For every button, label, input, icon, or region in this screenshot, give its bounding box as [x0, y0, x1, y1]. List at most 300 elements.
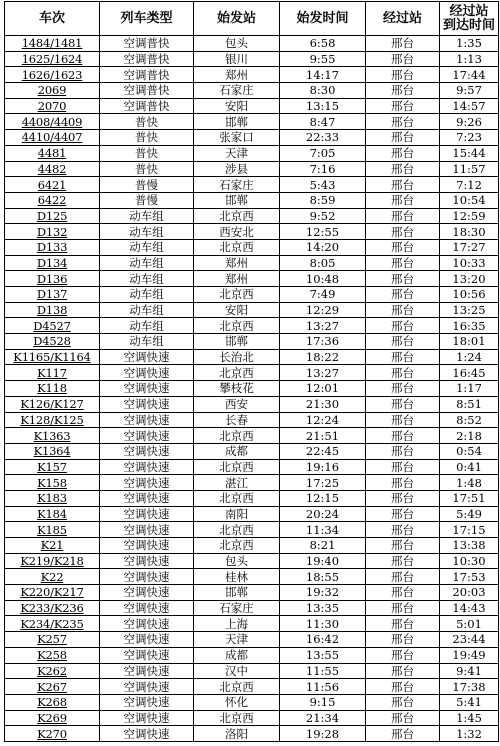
- table-header: [5, 2, 499, 36]
- arrive-time-cell: 5:41: [440, 694, 499, 710]
- table-row: [5, 506, 499, 522]
- table-row: [5, 224, 499, 240]
- origin-cell: 石家庄: [194, 83, 280, 99]
- train-no-cell: K184: [5, 506, 100, 522]
- via-cell: 邢台: [366, 694, 440, 710]
- via-cell: 邢台: [366, 506, 440, 522]
- train-no-cell: K118: [5, 381, 100, 397]
- table-row: [5, 208, 499, 224]
- via-cell: 邢台: [366, 271, 440, 287]
- arrive-time-cell: 5:49: [440, 506, 499, 522]
- train-type-cell: 动车组: [100, 239, 194, 255]
- train-no-cell: K22: [5, 569, 100, 585]
- train-no-cell: K234/K235: [5, 616, 100, 632]
- via-cell: 邢台: [366, 443, 440, 459]
- train-no-cell: 2069: [5, 83, 100, 99]
- origin-cell: 北京西: [194, 239, 280, 255]
- origin-cell: 张家口: [194, 130, 280, 146]
- table-row: [5, 130, 499, 146]
- train-no-cell: K269: [5, 710, 100, 726]
- table-row: [5, 710, 499, 726]
- header-arrive-time: [440, 2, 499, 36]
- depart-time-cell: 8:59: [280, 192, 366, 208]
- via-cell: 邢台: [366, 255, 440, 271]
- header-depart-time: 始发时间: [280, 2, 366, 36]
- depart-time-cell: 22:33: [280, 130, 366, 146]
- via-cell: 邢台: [366, 475, 440, 491]
- arrive-time-cell: 1:48: [440, 475, 499, 491]
- header-train-no: 车次: [5, 2, 100, 36]
- train-type-cell: 空调快速: [100, 381, 194, 397]
- depart-time-cell: 18:22: [280, 349, 366, 365]
- table-row: [5, 459, 499, 475]
- origin-cell: 北京西: [194, 710, 280, 726]
- table-row: [5, 67, 499, 83]
- origin-cell: 安阳: [194, 302, 280, 318]
- depart-time-cell: 20:24: [280, 506, 366, 522]
- train-type-cell: 空调普快: [100, 98, 194, 114]
- arrive-time-cell: 1:35: [440, 36, 499, 52]
- header-arrive-line1: 经过站: [449, 3, 489, 19]
- arrive-time-cell: 17:44: [440, 67, 499, 83]
- depart-time-cell: 11:34: [280, 522, 366, 538]
- train-type-cell: 动车组: [100, 271, 194, 287]
- origin-cell: 西安: [194, 396, 280, 412]
- train-no-cell: D137: [5, 287, 100, 303]
- depart-time-cell: 11:55: [280, 663, 366, 679]
- table-row: [5, 114, 499, 130]
- origin-cell: 北京西: [194, 459, 280, 475]
- depart-time-cell: 13:35: [280, 600, 366, 616]
- depart-time-cell: 13:15: [280, 98, 366, 114]
- via-cell: 邢台: [366, 538, 440, 554]
- depart-time-cell: 21:30: [280, 396, 366, 412]
- train-type-cell: 动车组: [100, 318, 194, 334]
- train-type-cell: 空调快速: [100, 428, 194, 444]
- arrive-time-cell: 20:03: [440, 585, 499, 601]
- via-cell: 邢台: [366, 36, 440, 52]
- train-type-cell: 空调快速: [100, 475, 194, 491]
- depart-time-cell: 21:51: [280, 428, 366, 444]
- train-type-cell: 空调快速: [100, 679, 194, 695]
- table-body: [5, 36, 499, 742]
- train-no-cell: D132: [5, 224, 100, 240]
- train-no-cell: 1625/1624: [5, 51, 100, 67]
- arrive-time-cell: 18:30: [440, 224, 499, 240]
- arrive-time-cell: 5:01: [440, 616, 499, 632]
- arrive-time-cell: 10:33: [440, 255, 499, 271]
- depart-time-cell: 19:40: [280, 553, 366, 569]
- table-row: [5, 83, 499, 99]
- train-no-cell: K1363: [5, 428, 100, 444]
- train-type-cell: 动车组: [100, 224, 194, 240]
- table-row: [5, 98, 499, 114]
- train-no-cell: D133: [5, 239, 100, 255]
- header-row: [5, 2, 499, 36]
- depart-time-cell: 8:21: [280, 538, 366, 554]
- header-origin-station: 始发站: [194, 2, 280, 36]
- origin-cell: 北京西: [194, 522, 280, 538]
- origin-cell: 涉县: [194, 161, 280, 177]
- table-row: [5, 177, 499, 193]
- depart-time-cell: 21:34: [280, 710, 366, 726]
- train-no-cell: 6421: [5, 177, 100, 193]
- table-row: [5, 553, 499, 569]
- origin-cell: 邯郸: [194, 585, 280, 601]
- arrive-time-cell: 16:45: [440, 365, 499, 381]
- train-type-cell: 普慢: [100, 177, 194, 193]
- train-type-cell: 普快: [100, 114, 194, 130]
- arrive-time-cell: 19:49: [440, 647, 499, 663]
- via-cell: 邢台: [366, 67, 440, 83]
- via-cell: 邢台: [366, 365, 440, 381]
- origin-cell: 上海: [194, 616, 280, 632]
- train-type-cell: 空调普快: [100, 67, 194, 83]
- arrive-time-cell: 1:17: [440, 381, 499, 397]
- train-no-cell: 6422: [5, 192, 100, 208]
- table-row: [5, 475, 499, 491]
- table-row: [5, 302, 499, 318]
- arrive-time-cell: 10:56: [440, 287, 499, 303]
- train-no-cell: K258: [5, 647, 100, 663]
- origin-cell: 邯郸: [194, 192, 280, 208]
- train-type-cell: 普快: [100, 130, 194, 146]
- arrive-time-cell: 23:44: [440, 632, 499, 648]
- origin-cell: 湛江: [194, 475, 280, 491]
- train-type-cell: 空调普快: [100, 51, 194, 67]
- depart-time-cell: 9:15: [280, 694, 366, 710]
- table-row: [5, 334, 499, 350]
- origin-cell: 郑州: [194, 271, 280, 287]
- arrive-time-cell: 1:24: [440, 349, 499, 365]
- train-type-cell: 普慢: [100, 192, 194, 208]
- arrive-time-cell: 1:32: [440, 726, 499, 742]
- train-type-cell: 空调快速: [100, 585, 194, 601]
- table-row: [5, 679, 499, 695]
- arrive-time-cell: 8:51: [440, 396, 499, 412]
- train-type-cell: 空调普快: [100, 83, 194, 99]
- train-type-cell: 空调快速: [100, 490, 194, 506]
- train-no-cell: K183: [5, 490, 100, 506]
- arrive-time-cell: 13:38: [440, 538, 499, 554]
- origin-cell: 北京西: [194, 428, 280, 444]
- train-type-cell: 动车组: [100, 208, 194, 224]
- depart-time-cell: 7:49: [280, 287, 366, 303]
- train-no-cell: K158: [5, 475, 100, 491]
- depart-time-cell: 16:42: [280, 632, 366, 648]
- arrive-time-cell: 14:57: [440, 98, 499, 114]
- table-row: [5, 694, 499, 710]
- via-cell: 邢台: [366, 239, 440, 255]
- origin-cell: 成都: [194, 443, 280, 459]
- train-type-cell: 空调快速: [100, 443, 194, 459]
- train-no-cell: K220/K217: [5, 585, 100, 601]
- train-no-cell: 1626/1623: [5, 67, 100, 83]
- arrive-time-cell: 18:01: [440, 334, 499, 350]
- table-row: [5, 616, 499, 632]
- depart-time-cell: 8:05: [280, 255, 366, 271]
- train-type-cell: 空调快速: [100, 365, 194, 381]
- depart-time-cell: 18:55: [280, 569, 366, 585]
- train-no-cell: K157: [5, 459, 100, 475]
- train-type-cell: 空调快速: [100, 647, 194, 663]
- train-no-cell: K262: [5, 663, 100, 679]
- origin-cell: 石家庄: [194, 177, 280, 193]
- table-row: [5, 585, 499, 601]
- origin-cell: 长治北: [194, 349, 280, 365]
- table-row: [5, 490, 499, 506]
- origin-cell: 银川: [194, 51, 280, 67]
- table-row: [5, 412, 499, 428]
- table-row: [5, 381, 499, 397]
- table-row: [5, 538, 499, 554]
- via-cell: 邢台: [366, 522, 440, 538]
- origin-cell: 南阳: [194, 506, 280, 522]
- train-schedule-sheet: [4, 1, 498, 742]
- origin-cell: 洛阳: [194, 726, 280, 742]
- train-no-cell: K126/K127: [5, 396, 100, 412]
- train-no-cell: K1165/K1164: [5, 349, 100, 365]
- arrive-time-cell: 0:54: [440, 443, 499, 459]
- train-type-cell: 空调快速: [100, 396, 194, 412]
- train-no-cell: K128/K125: [5, 412, 100, 428]
- train-type-cell: 空调快速: [100, 600, 194, 616]
- table-row: [5, 51, 499, 67]
- via-cell: 邢台: [366, 616, 440, 632]
- arrive-time-cell: 9:57: [440, 83, 499, 99]
- train-no-cell: K21: [5, 538, 100, 554]
- train-no-cell: 4408/4409: [5, 114, 100, 130]
- table-row: [5, 396, 499, 412]
- origin-cell: 北京西: [194, 490, 280, 506]
- origin-cell: 北京西: [194, 208, 280, 224]
- via-cell: 邢台: [366, 632, 440, 648]
- arrive-time-cell: 1:45: [440, 710, 499, 726]
- origin-cell: 北京西: [194, 679, 280, 695]
- arrive-time-cell: 17:51: [440, 490, 499, 506]
- origin-cell: 石家庄: [194, 600, 280, 616]
- train-type-cell: 动车组: [100, 334, 194, 350]
- depart-time-cell: 14:17: [280, 67, 366, 83]
- train-no-cell: 4410/4407: [5, 130, 100, 146]
- table-row: [5, 192, 499, 208]
- via-cell: 邢台: [366, 83, 440, 99]
- table-row: [5, 663, 499, 679]
- via-cell: 邢台: [366, 318, 440, 334]
- arrive-time-cell: 11:57: [440, 161, 499, 177]
- via-cell: 邢台: [366, 585, 440, 601]
- arrive-time-cell: 17:38: [440, 679, 499, 695]
- train-type-cell: 空调快速: [100, 632, 194, 648]
- arrive-time-cell: 14:43: [440, 600, 499, 616]
- via-cell: 邢台: [366, 161, 440, 177]
- table-row: [5, 632, 499, 648]
- depart-time-cell: 17:36: [280, 334, 366, 350]
- header-train-type: 列车类型: [100, 2, 194, 36]
- via-cell: 邢台: [366, 98, 440, 114]
- train-no-cell: K117: [5, 365, 100, 381]
- depart-time-cell: 12:15: [280, 490, 366, 506]
- origin-cell: 安阳: [194, 98, 280, 114]
- via-cell: 邢台: [366, 490, 440, 506]
- via-cell: 邢台: [366, 349, 440, 365]
- via-cell: 邢台: [366, 459, 440, 475]
- depart-time-cell: 9:55: [280, 51, 366, 67]
- arrive-time-cell: 12:59: [440, 208, 499, 224]
- depart-time-cell: 12:55: [280, 224, 366, 240]
- table-row: [5, 522, 499, 538]
- depart-time-cell: 12:29: [280, 302, 366, 318]
- depart-time-cell: 19:32: [280, 585, 366, 601]
- arrive-time-cell: 13:25: [440, 302, 499, 318]
- train-type-cell: 普快: [100, 145, 194, 161]
- depart-time-cell: 11:30: [280, 616, 366, 632]
- train-no-cell: 4482: [5, 161, 100, 177]
- depart-time-cell: 7:16: [280, 161, 366, 177]
- train-type-cell: 动车组: [100, 287, 194, 303]
- train-no-cell: K185: [5, 522, 100, 538]
- train-type-cell: 普快: [100, 161, 194, 177]
- table-row: [5, 145, 499, 161]
- depart-time-cell: 12:01: [280, 381, 366, 397]
- origin-cell: 成都: [194, 647, 280, 663]
- train-type-cell: 空调快速: [100, 694, 194, 710]
- via-cell: 邢台: [366, 192, 440, 208]
- depart-time-cell: 13:55: [280, 647, 366, 663]
- header-via-station: 经过站: [366, 2, 440, 36]
- train-type-cell: 空调快速: [100, 616, 194, 632]
- train-no-cell: K233/K236: [5, 600, 100, 616]
- train-no-cell: 2070: [5, 98, 100, 114]
- origin-cell: 桂林: [194, 569, 280, 585]
- train-type-cell: 空调快速: [100, 459, 194, 475]
- table-row: [5, 239, 499, 255]
- arrive-time-cell: 0:41: [440, 459, 499, 475]
- table-row: [5, 569, 499, 585]
- via-cell: 邢台: [366, 569, 440, 585]
- via-cell: 邢台: [366, 145, 440, 161]
- via-cell: 邢台: [366, 177, 440, 193]
- train-no-cell: D4527: [5, 318, 100, 334]
- arrive-time-cell: 9:41: [440, 663, 499, 679]
- via-cell: 邢台: [366, 679, 440, 695]
- depart-time-cell: 11:56: [280, 679, 366, 695]
- arrive-time-cell: 1:13: [440, 51, 499, 67]
- train-no-cell: D138: [5, 302, 100, 318]
- train-type-cell: 空调快速: [100, 349, 194, 365]
- via-cell: 邢台: [366, 287, 440, 303]
- train-type-cell: 空调快速: [100, 412, 194, 428]
- arrive-time-cell: 13:20: [440, 271, 499, 287]
- depart-time-cell: 12:24: [280, 412, 366, 428]
- arrive-time-cell: 17:53: [440, 569, 499, 585]
- arrive-time-cell: 10:54: [440, 192, 499, 208]
- via-cell: 邢台: [366, 302, 440, 318]
- origin-cell: 北京西: [194, 318, 280, 334]
- arrive-time-cell: 8:52: [440, 412, 499, 428]
- via-cell: 邢台: [366, 51, 440, 67]
- origin-cell: 天津: [194, 632, 280, 648]
- train-type-cell: 空调快速: [100, 726, 194, 742]
- train-type-cell: 空调快速: [100, 506, 194, 522]
- table-row: [5, 726, 499, 742]
- table-row: [5, 161, 499, 177]
- train-no-cell: D136: [5, 271, 100, 287]
- origin-cell: 邯郸: [194, 334, 280, 350]
- table-row: [5, 271, 499, 287]
- via-cell: 邢台: [366, 381, 440, 397]
- table-row: [5, 287, 499, 303]
- train-no-cell: K267: [5, 679, 100, 695]
- origin-cell: 郑州: [194, 255, 280, 271]
- train-type-cell: 空调快速: [100, 710, 194, 726]
- via-cell: 邢台: [366, 726, 440, 742]
- train-type-cell: 空调快速: [100, 663, 194, 679]
- depart-time-cell: 19:28: [280, 726, 366, 742]
- table-row: [5, 428, 499, 444]
- depart-time-cell: 8:47: [280, 114, 366, 130]
- table-row: [5, 365, 499, 381]
- table-row: [5, 647, 499, 663]
- origin-cell: 包头: [194, 553, 280, 569]
- origin-cell: 汉中: [194, 663, 280, 679]
- via-cell: 邢台: [366, 553, 440, 569]
- depart-time-cell: 13:27: [280, 318, 366, 334]
- train-no-cell: K257: [5, 632, 100, 648]
- origin-cell: 郑州: [194, 67, 280, 83]
- train-no-cell: D4528: [5, 334, 100, 350]
- depart-time-cell: 14:20: [280, 239, 366, 255]
- via-cell: 邢台: [366, 224, 440, 240]
- arrive-time-cell: 15:44: [440, 145, 499, 161]
- via-cell: 邢台: [366, 428, 440, 444]
- arrive-time-cell: 2:18: [440, 428, 499, 444]
- depart-time-cell: 22:45: [280, 443, 366, 459]
- train-type-cell: 空调普快: [100, 36, 194, 52]
- train-no-cell: 1484/1481: [5, 36, 100, 52]
- train-type-cell: 空调快速: [100, 538, 194, 554]
- train-schedule-table: [4, 1, 499, 742]
- train-no-cell: K268: [5, 694, 100, 710]
- origin-cell: 长春: [194, 412, 280, 428]
- train-no-cell: K270: [5, 726, 100, 742]
- depart-time-cell: 7:05: [280, 145, 366, 161]
- via-cell: 邢台: [366, 114, 440, 130]
- train-type-cell: 动车组: [100, 302, 194, 318]
- arrive-time-cell: 10:30: [440, 553, 499, 569]
- train-type-cell: 动车组: [100, 255, 194, 271]
- origin-cell: 邯郸: [194, 114, 280, 130]
- table-row: [5, 318, 499, 334]
- train-no-cell: K1364: [5, 443, 100, 459]
- via-cell: 邢台: [366, 130, 440, 146]
- arrive-time-cell: 7:12: [440, 177, 499, 193]
- train-no-cell: D134: [5, 255, 100, 271]
- origin-cell: 北京西: [194, 287, 280, 303]
- arrive-time-cell: 7:23: [440, 130, 499, 146]
- depart-time-cell: 9:52: [280, 208, 366, 224]
- depart-time-cell: 19:16: [280, 459, 366, 475]
- origin-cell: 北京西: [194, 365, 280, 381]
- origin-cell: 天津: [194, 145, 280, 161]
- via-cell: 邢台: [366, 208, 440, 224]
- table-row: [5, 349, 499, 365]
- train-no-cell: 4481: [5, 145, 100, 161]
- origin-cell: 北京西: [194, 538, 280, 554]
- table-row: [5, 36, 499, 52]
- depart-time-cell: 5:43: [280, 177, 366, 193]
- via-cell: 邢台: [366, 396, 440, 412]
